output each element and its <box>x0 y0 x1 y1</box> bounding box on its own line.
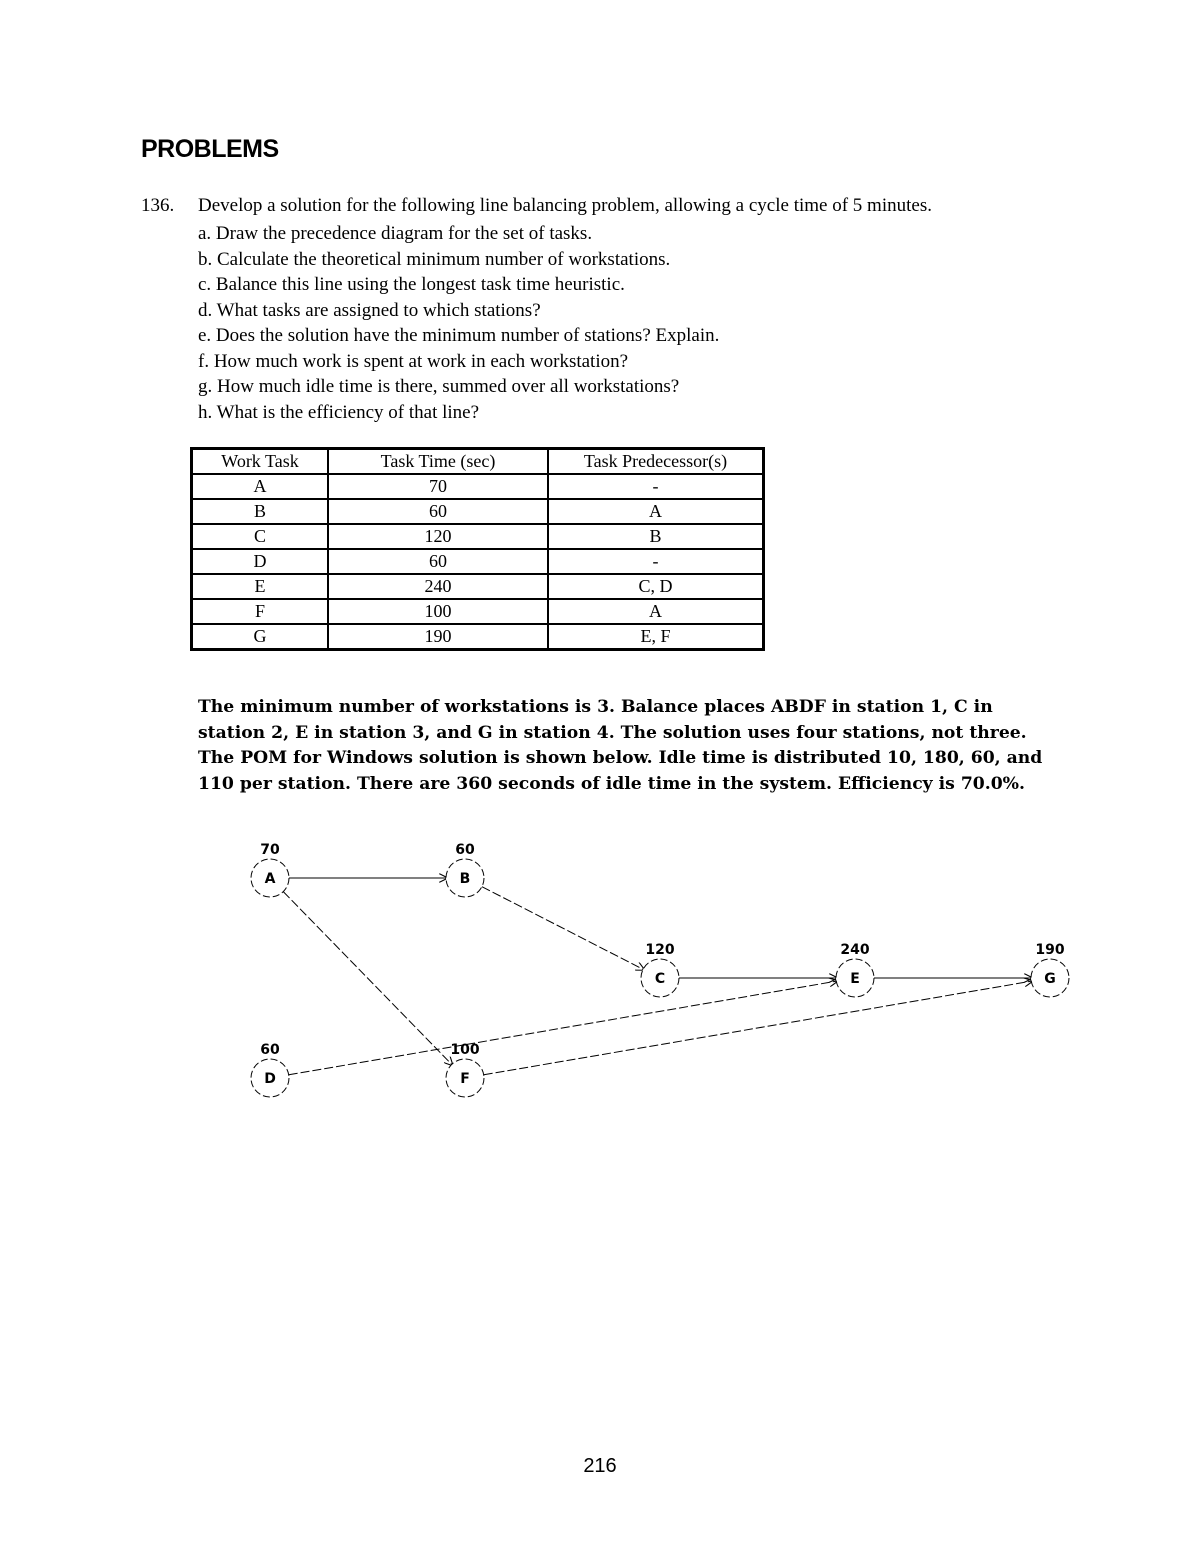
table-row <box>192 574 764 599</box>
problem-part-e: e. Does the solution have the minimum number of stations? Explain. <box>198 325 720 346</box>
header-work-task: Work Task <box>192 449 329 475</box>
problem-part-a: a. Draw the precedence diagram for the set of tasks. <box>198 223 593 244</box>
node-E-weight: 240 <box>840 942 870 958</box>
predecessor-cell: - <box>548 474 764 499</box>
node-F-label: F <box>460 1071 470 1087</box>
answer-text: The minimum number of workstations is 3. Balance places ABDF in station 1, C in station 2, E in station 3, and G in station 4. The solution uses four stations, not three. The POM for Windows solution is shown below. Idle time is distributed 10, 180, 60, and 110 per station. There are 360 seconds of idle time in the system. Efficiency is 70.0%. <box>198 697 1043 794</box>
problem-part-f: f. How much work is spent at work in each workstation? <box>198 350 629 372</box>
table-row <box>192 474 764 499</box>
task-table <box>190 447 765 651</box>
predecessor-cell: - <box>548 549 764 574</box>
node-F-weight: 100 <box>450 1042 480 1058</box>
predecessor-cell: B <box>548 524 764 549</box>
problem-part-g: g. How much idle time is there, summed over all workstations? <box>198 376 680 397</box>
task-cell: G <box>192 624 329 650</box>
predecessor-cell: C, D <box>548 574 764 599</box>
node-G-weight: 190 <box>1035 942 1065 958</box>
task-cell: A <box>192 474 329 499</box>
predecessor-cell: A <box>548 599 764 624</box>
problem-part-c: c. Balance this line using the longest task time heuristic. <box>198 274 625 295</box>
header-task-predecessors: Task Predecessor(s) <box>548 449 764 475</box>
task-cell: B <box>192 499 329 524</box>
task-cell: C <box>192 524 329 549</box>
node-C-label: C <box>654 971 666 987</box>
problem-part-d: d. What tasks are assigned to which stations? <box>198 299 541 321</box>
node-E-label: E <box>850 971 860 987</box>
table-header-row <box>192 449 764 475</box>
problem-part-b: b. Calculate the theoretical minimum number of workstations. <box>198 248 671 270</box>
precedence-diagram <box>0 820 1200 1120</box>
node-C-weight: 120 <box>645 942 675 958</box>
section-heading: PROBLEMS <box>141 135 279 163</box>
node-A-weight: 70 <box>260 842 280 858</box>
time-cell: 240 <box>328 574 548 599</box>
problem-number: 136. <box>141 195 175 216</box>
page-number: 216 <box>583 1455 617 1477</box>
header-task-time: Task Time (sec) <box>328 449 548 475</box>
problem-statement: Develop a solution for the following line balancing problem, allowing a cycle time of 5 minutes. <box>198 195 932 216</box>
table-row <box>192 549 764 574</box>
table-row <box>192 499 764 524</box>
table-row <box>192 599 764 624</box>
problem-part-h: h. What is the efficiency of that line? <box>198 401 480 423</box>
table-row <box>192 624 764 650</box>
problem-parts <box>198 221 719 425</box>
task-cell: F <box>192 599 329 624</box>
predecessor-cell: A <box>548 499 764 524</box>
edge-B-C <box>482 887 645 971</box>
node-D-label: D <box>264 1071 276 1087</box>
time-cell: 100 <box>328 599 548 624</box>
edge-A-F <box>283 892 453 1066</box>
task-cell: E <box>192 574 329 599</box>
node-B-label: B <box>459 871 471 887</box>
node-G-label: G <box>1044 971 1056 987</box>
table-row <box>192 524 764 549</box>
time-cell: 190 <box>328 624 548 650</box>
time-cell: 70 <box>328 474 548 499</box>
time-cell: 120 <box>328 524 548 549</box>
time-cell: 60 <box>328 549 548 574</box>
diagram-nodes <box>251 842 1069 1097</box>
predecessor-cell: E, F <box>548 624 764 650</box>
node-B-weight: 60 <box>455 842 475 858</box>
node-A-label: A <box>264 871 276 887</box>
time-cell: 60 <box>328 499 548 524</box>
task-cell: D <box>192 549 329 574</box>
node-D-weight: 60 <box>260 1042 280 1058</box>
